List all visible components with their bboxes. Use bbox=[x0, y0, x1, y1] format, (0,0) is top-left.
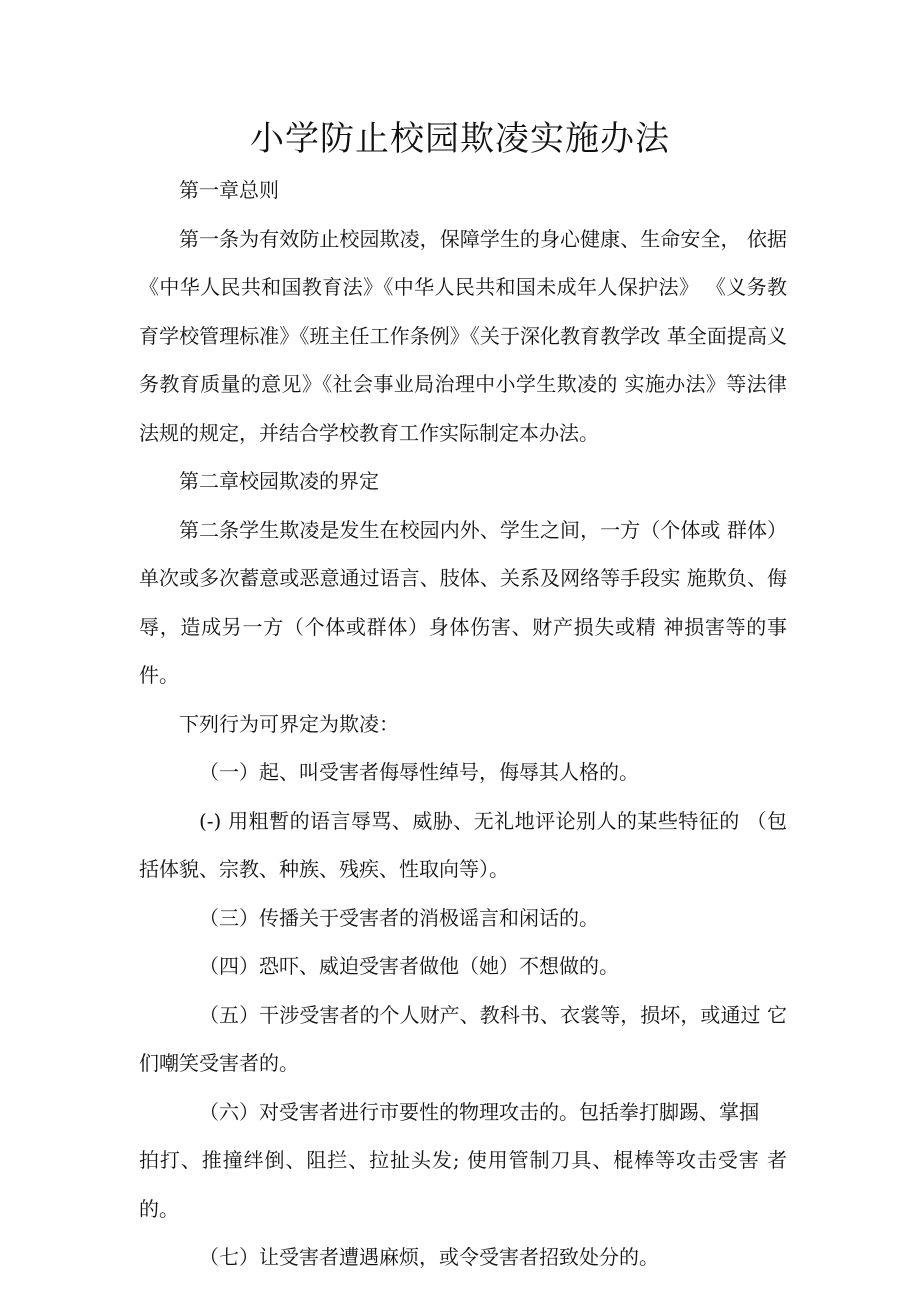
chapter-heading-1: 第一章总则 bbox=[179, 178, 279, 202]
list-intro: 下列行为可界定为欺凌： bbox=[179, 711, 399, 736]
list-item: （四）恐吓、威迫受害者做他（她）不想做的。 bbox=[199, 954, 619, 978]
article-paragraph-2: 第二条学生欺凌是发生在校园内外、学生之间，一方（个体或 群体）单次或多次蓄意或恶意通过语言、肢体、关系及网络等手段实 施欺负、侮辱，造成另一方（个体或群体）身体伤害、财产损失或精 神损害等的事件。 bbox=[139, 517, 787, 687]
list-item: (-) 用粗暫的语言辱骂、威胁、无礼地评论别人的某些特征的 （包括体貌、宗教、种族、残疾、性取向等）。 bbox=[139, 808, 787, 881]
document-body bbox=[139, 166, 787, 1282]
document-title: 小学防止校园欺凌实施办法 bbox=[250, 119, 670, 159]
list-item-continuation: 拍打、推撞绊倒、阻拦、拉扯头发; 使用管制刀具、棍棒等攻击受害 者的。 bbox=[139, 1148, 787, 1221]
list-item: （三）传播关于受害者的消极谣言和闲话的。 bbox=[199, 905, 599, 930]
list-item: （五）干涉受害者的个人财产、教科书、衣裳等，损坏，或通过 它们嘲笑受害者的。 bbox=[139, 1002, 787, 1075]
article-paragraph-1: 第一条为有效防止校园欺凌，保障学生的身心健康、生命安全， 依据《中华人民共和国教育法》《中华人民共和国未成年人保护法》 《义务教育学校管理标准》《班主任工作条例》《关于深化教育教学改 革全面提高义务教育质量的意见》《社会事业局治理中小学生欺凌的 实施办法》等法律法规的规定，并结合学校教育工作实际制定本办法。 bbox=[139, 226, 787, 445]
list-item: （六）对受害者进行市要性的物理攻击的。包括拳打脚踢、掌掴 bbox=[199, 1099, 759, 1124]
chapter-heading-2: 第二章校园欺凌的界定 bbox=[179, 469, 379, 493]
list-item: （一）起、叫受害者侮辱性绰号，侮辱其人格的。 bbox=[199, 760, 639, 784]
list-item: （七）让受害者遭遇麻烦，或令受害者招致处分的。 bbox=[199, 1245, 659, 1269]
